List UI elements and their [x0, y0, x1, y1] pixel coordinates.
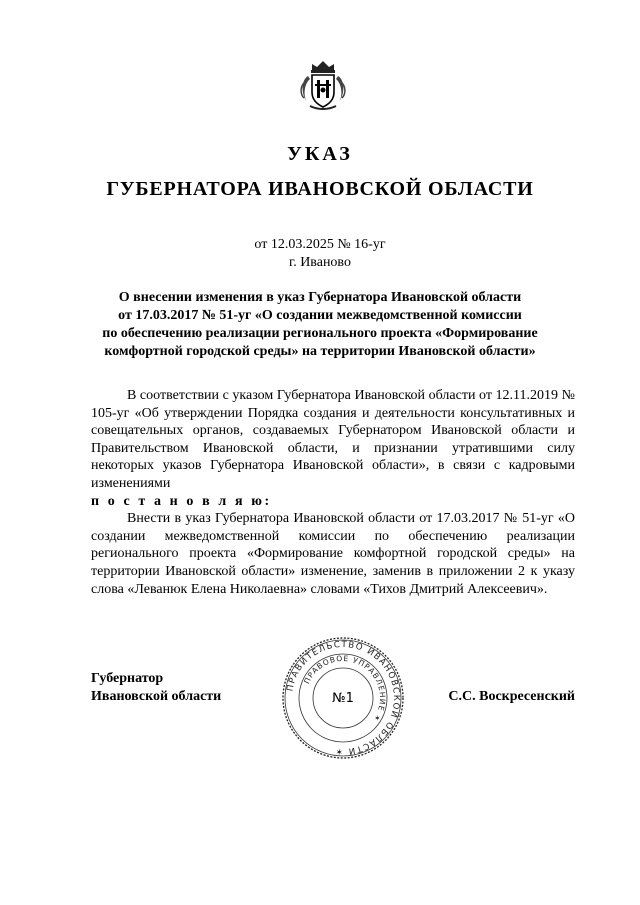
svg-text:№1: №1 — [332, 691, 354, 706]
heading-line: комфортной городской среды» на территории Ивановской области» — [104, 344, 536, 359]
signer-position-line: Ивановской области — [91, 689, 222, 704]
document-date-number: от 12.03.2025 № 16-уг — [254, 237, 386, 252]
official-stamp-icon — [281, 636, 405, 760]
preamble-paragraph: В соответствии с указом Губернатора Ивановской области от 12.11.2019 № 105-уг «Об утверждении Порядка создания и деятельности консультативных и совещательных органов, создаваемых Губернатором Ивановской области и Правительством Ивановской области, и признании утратившими силу некоторых указов Губернатора Ивановской области», в связи с кадровыми изменениями — [91, 388, 575, 491]
coat-of-arms-icon — [298, 60, 348, 112]
decree-word: п о с т а н о в л я ю: — [91, 493, 272, 509]
issuer-title: ГУБЕРНАТОРА ИВАНОВСКОЙ ОБЛАСТИ — [106, 178, 534, 200]
signer-position-line: Губернатор — [91, 671, 164, 686]
signer-position — [91, 670, 221, 706]
document-date-block — [0, 236, 640, 272]
svg-text:ПРАВИТЕЛЬСТВО ИВАНОВСКОЙ ОБЛАС: ПРАВИТЕЛЬСТВО ИВАНОВСКОЙ ОБЛАСТИ ✶ — [285, 639, 402, 757]
document-body — [91, 387, 575, 598]
signer-name: С.С. Воскресенский — [448, 689, 575, 704]
heading-line: по обеспечению реализации регионального проекта «Формирование — [102, 326, 538, 341]
heading-line: от 17.03.2017 № 51-уг «О создании межведомственной комиссии — [118, 308, 522, 323]
svg-text:ПРАВОВОЕ УПРАВЛЕНИЕ ✶: ПРАВОВОЕ УПРАВЛЕНИЕ ✶ — [302, 653, 388, 724]
operative-paragraph: Внести в указ Губернатора Ивановской области от 17.03.2017 № 51-уг «О создании межведомственной комиссии по обеспечению реализации регионального проекта «Формирование комфортной городской среды» на территории Ивановской области» изменение, заменив в приложении 2 к указу слова «Леванюк Елена Николаевна» словами «Тихов Дмитрий Алексеевич». — [91, 511, 575, 597]
document-type-title: УКАЗ — [287, 143, 353, 165]
heading-line: О внесении изменения в указ Губернатора Ивановской области — [118, 290, 522, 305]
document-heading — [80, 289, 560, 361]
document-city: г. Иваново — [289, 255, 351, 270]
